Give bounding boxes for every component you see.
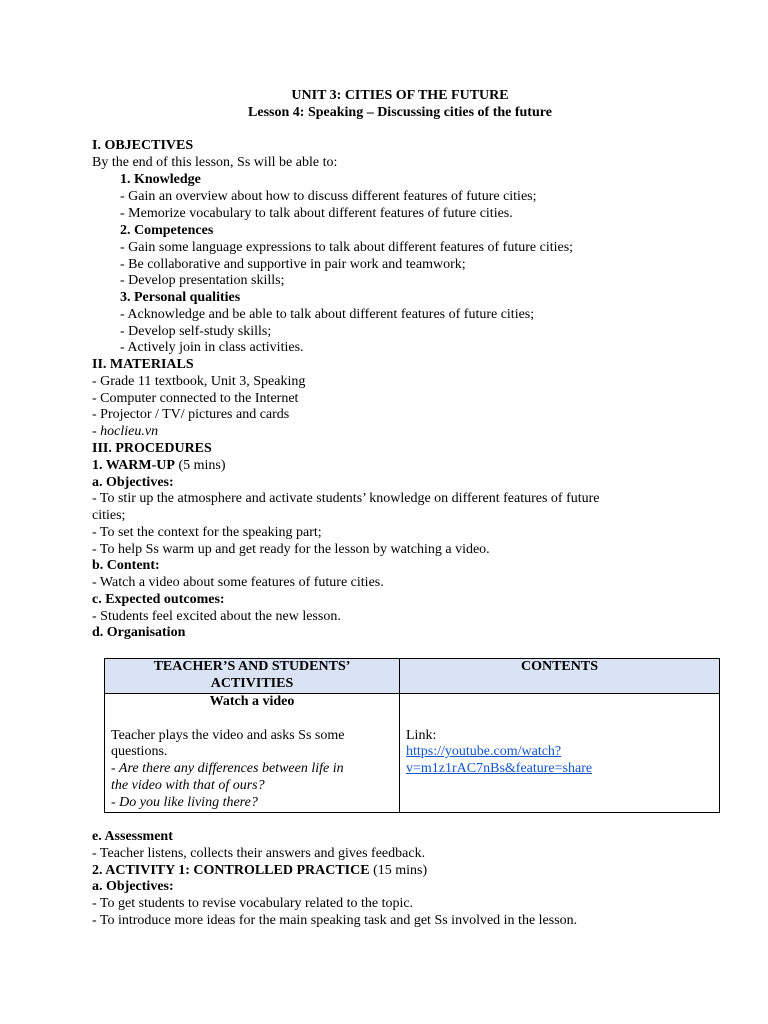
list-item: cities;	[92, 508, 126, 523]
list-item: - Memorize vocabulary to talk about different features of future cities.	[120, 206, 513, 221]
materials-heading: II. MATERIALS	[92, 357, 194, 372]
personal-heading: 3. Personal qualities	[120, 290, 241, 305]
video-link[interactable]: https://youtube.com/watch? v=m1z1rAC7nBs&feature=share	[406, 744, 593, 777]
content-heading: b. Content:	[92, 558, 160, 573]
outcomes-text: - Students feel excited about the new lesson.	[92, 609, 341, 624]
list-item: - Gain an overview about how to discuss different features of future cities;	[120, 189, 537, 204]
organisation-heading: d. Organisation	[92, 625, 186, 640]
list-item: - Be collaborative and supportive in pair work and teamwork;	[120, 257, 466, 272]
list-item: - hoclieu.vn	[92, 424, 159, 439]
contents-header: CONTENTS	[400, 659, 720, 694]
objectives-heading: I. OBJECTIVES	[92, 138, 194, 153]
list-item: - To stir up the atmosphere and activate students’ knowledge on different features of future	[92, 491, 600, 506]
material-source: hoclieu.vn	[100, 424, 159, 439]
activities-cell	[105, 694, 400, 813]
list-item: - Develop presentation skills;	[120, 273, 285, 288]
unit-title: UNIT 3: CITIES OF THE FUTURE	[291, 88, 509, 103]
warmup-heading: 1. WARM-UP (5 mins)	[92, 458, 226, 473]
link-label: Link:	[406, 727, 437, 743]
list-item: - Develop self-study skills;	[120, 324, 272, 339]
contents-cell	[400, 694, 720, 813]
teacher-instruction: Teacher plays the video and asks Ss some questions.	[111, 727, 345, 760]
activity1-objectives-heading: a. Objectives:	[92, 879, 174, 894]
list-item: - Grade 11 textbook, Unit 3, Speaking	[92, 374, 306, 389]
assessment-text: - Teacher listens, collects their answers and gives feedback.	[92, 846, 426, 861]
table-row	[105, 694, 720, 813]
list-item: - To help Ss warm up and get ready for the lesson by watching a video.	[92, 542, 490, 557]
activities-header: TEACHER’S AND STUDENTS’ ACTIVITIES	[105, 659, 400, 694]
list-item: - Acknowledge and be able to talk about different features of future cities;	[120, 307, 535, 322]
warmup-objectives-heading: a. Objectives:	[92, 475, 174, 490]
objectives-intro: By the end of this lesson, Ss will be able to:	[92, 155, 338, 170]
lesson-title: Lesson 4: Speaking – Discussing cities of the future	[248, 105, 552, 120]
content-text: - Watch a video about some features of future cities.	[92, 575, 384, 590]
list-item: - To introduce more ideas for the main speaking task and get Ss involved in the lesson.	[92, 913, 578, 928]
activity1-heading: 2. ACTIVITY 1: CONTROLLED PRACTICE (15 mins)	[92, 863, 428, 878]
list-item: - To set the context for the speaking part;	[92, 525, 322, 540]
question-1: - Are there any differences between life in the video with that of ours?	[111, 761, 344, 793]
list-item: - Actively join in class activities.	[120, 340, 304, 355]
organisation-table	[104, 658, 720, 813]
list-item: - Gain some language expressions to talk about different features of future cities;	[120, 240, 574, 255]
procedures-heading: III. PROCEDURES	[92, 441, 212, 456]
list-item: - Computer connected to the Internet	[92, 391, 299, 406]
outcomes-heading: c. Expected outcomes:	[92, 592, 225, 607]
assessment-heading: e. Assessment	[92, 829, 173, 844]
knowledge-heading: 1. Knowledge	[120, 172, 201, 187]
table-header-row	[105, 659, 720, 694]
question-2: - Do you like living there?	[111, 794, 258, 810]
competences-heading: 2. Competences	[120, 223, 214, 238]
activity-title: Watch a video	[209, 694, 295, 709]
list-item: - Projector / TV/ pictures and cards	[92, 407, 290, 422]
list-item: - To get students to revise vocabulary related to the topic.	[92, 896, 414, 911]
